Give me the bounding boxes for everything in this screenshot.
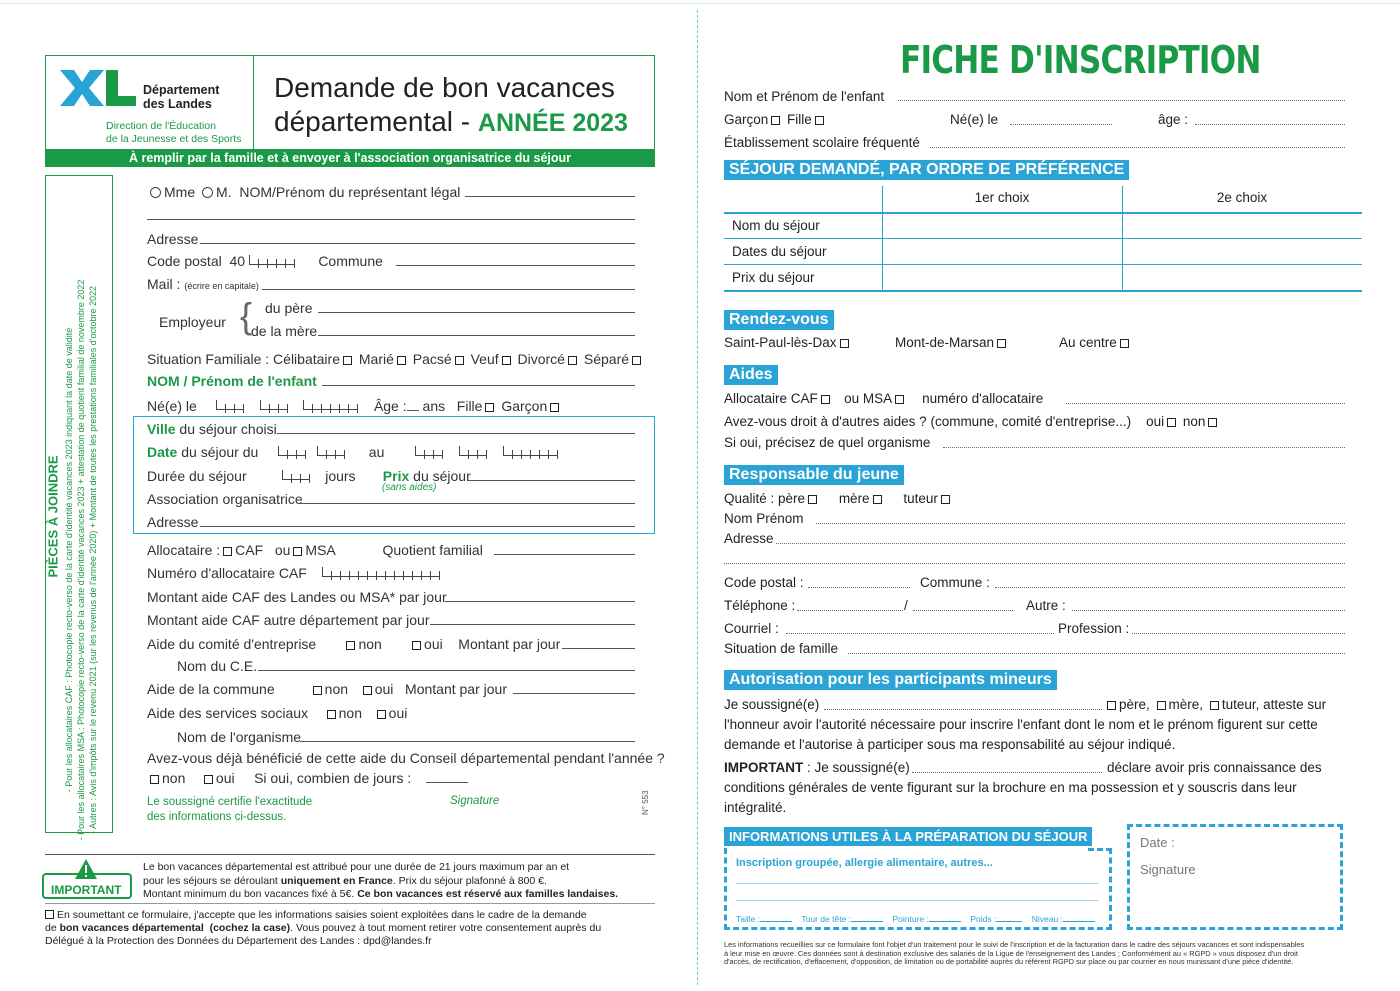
- r-school-label: Établissement scolaire fréquenté: [724, 135, 920, 150]
- rdv-centre: [1059, 335, 1132, 350]
- aide-commune-oui-checkbox[interactable]: [363, 686, 372, 695]
- r-auth-mere-checkbox[interactable]: [1157, 701, 1166, 710]
- info-box-top: [1088, 848, 1112, 851]
- taille-label: Taille :: [736, 914, 761, 924]
- postal-row: [147, 253, 383, 269]
- dept-line2: des Landes: [143, 97, 212, 111]
- r-tel-slash: /: [904, 598, 908, 613]
- date-to-year[interactable]: [503, 446, 558, 456]
- association-field[interactable]: [300, 503, 635, 504]
- aide-commune-non-checkbox[interactable]: [313, 686, 322, 695]
- r-nom-prenom-label: Nom Prénom: [724, 511, 804, 526]
- r-adresse-label: Adresse: [724, 531, 774, 546]
- r-aides-oui-checkbox[interactable]: [1167, 418, 1176, 427]
- deja-oui-checkbox[interactable]: [204, 775, 213, 784]
- direction-line1: Direction de l'Éducation: [106, 120, 216, 132]
- sejour-table: [724, 186, 1362, 292]
- aide-ce-label: Aide du comité d'entreprise: [147, 636, 317, 652]
- r-je-soussigne-field[interactable]: [824, 709, 1102, 710]
- r-autres-aides-row: [724, 414, 1220, 429]
- r-alloc-caf-label: Allocataire CAF: [724, 391, 818, 406]
- sejour-section-header: SÉJOUR DEMANDÉ, PAR ORDRE DE PRÉFÉRENCE: [724, 160, 1129, 180]
- mail-row: [147, 276, 259, 292]
- aide-sociaux-row: [147, 705, 407, 721]
- r-date-label: Date :: [1140, 835, 1175, 850]
- title-year: ANNÉE 2023: [477, 109, 628, 137]
- r-garcon-label: Garçon: [724, 112, 769, 127]
- civility-row: [147, 184, 460, 200]
- form-title: [274, 71, 628, 140]
- aide-commune-non-label: non: [324, 681, 349, 697]
- info-line-1[interactable]: [736, 883, 1098, 884]
- r-declare-text: déclare avoir pris connaissance des: [1107, 760, 1322, 775]
- r-msa-checkbox[interactable]: [895, 395, 904, 404]
- row-nom-sejour: Nom du séjour: [732, 218, 820, 233]
- date-bold: Date: [147, 444, 178, 460]
- num-caf-boxes[interactable]: [322, 567, 440, 577]
- r-courriel-field[interactable]: [786, 633, 1054, 634]
- r-auth-pere-label: père,: [1119, 697, 1150, 712]
- r-aides-non-checkbox[interactable]: [1208, 418, 1217, 427]
- aide-ce-row: [147, 636, 560, 652]
- date-rest: du séjour du: [177, 444, 259, 460]
- aide-sociaux-oui-label: oui: [388, 705, 408, 721]
- dept-name: [143, 83, 219, 111]
- certifie-line2: des informations ci-dessus.: [147, 811, 287, 823]
- r-child-name-field[interactable]: [898, 100, 1345, 101]
- rgpd-rule: [45, 903, 655, 904]
- r-aides-non-label: non: [1182, 414, 1206, 429]
- m-label: M.: [216, 184, 232, 200]
- important-line2b: uniquement en France: [280, 874, 393, 887]
- combien-field[interactable]: [426, 782, 468, 783]
- montant-landes-label: Montant aide CAF des Landes ou MSA* par jour: [147, 589, 447, 605]
- rgpd-text: [45, 909, 601, 948]
- divorce-checkbox[interactable]: [568, 356, 577, 365]
- au-label: au: [368, 444, 385, 460]
- r-mere-checkbox[interactable]: [873, 495, 882, 504]
- fiche-title: FICHE D'INSCRIPTION: [900, 38, 1261, 82]
- garcon-label: Garçon: [501, 398, 548, 414]
- r-si-oui-label: Si oui, précisez de quel organisme: [724, 435, 931, 450]
- aide-commune-row: [147, 681, 507, 697]
- ou-label: ou: [274, 542, 291, 558]
- deja-oui-label: oui: [215, 770, 235, 786]
- prix-field[interactable]: [468, 480, 635, 481]
- marie-checkbox[interactable]: [397, 356, 406, 365]
- r-important-bold: IMPORTANT: [724, 760, 804, 775]
- side-line-2: - Pour les allocataires MSA : Photocopie recto-verso de la carte d'identité vacances 2023 + attestation de quotient familial de novembre 2022: [76, 279, 86, 841]
- r-auth-mere-label: mère,: [1168, 697, 1204, 712]
- side-line-3: - Autres : Avis d'impôts sur le revenu 2021 (sur les revenus de l'année 2020) + Montant de toutes les prestations familiales d'octobre 2022: [88, 285, 98, 835]
- choice2-header: 2e choix: [1216, 190, 1268, 205]
- r-gender-row: [724, 112, 827, 127]
- postal-label: Code postal: [147, 253, 222, 269]
- r-important-rest: : Je soussigné(e): [803, 760, 910, 775]
- age-label: Âge :: [373, 398, 407, 414]
- title-line2: départemental -: [274, 106, 478, 137]
- family-situation-row: [147, 351, 644, 367]
- r-footer-line3: d'accès, de rectification, d'effacement, d'opposition, de limitation ou de portabilité auprès du référent RGPD sur place ou par courrier en nous munissant d'une pièce d'identité.: [724, 957, 1294, 967]
- r-alloc-caf-checkbox[interactable]: [821, 395, 830, 404]
- r-age-label: âge :: [1158, 112, 1189, 127]
- fille-label: Fille: [456, 398, 483, 414]
- ville-rest: du séjour choisi: [175, 421, 277, 437]
- r-msa-label: ou MSA: [844, 391, 893, 406]
- title-line1: Demande de bon vacances: [274, 72, 615, 103]
- r-alloc-row: [724, 391, 1043, 406]
- resp-section-header: Responsable du jeune: [724, 465, 904, 485]
- r-garcon-checkbox[interactable]: [771, 116, 780, 125]
- separe-checkbox[interactable]: [632, 356, 641, 365]
- nom-ce-field[interactable]: [258, 670, 635, 671]
- rep-name-label: NOM/Prénom du représentant légal: [239, 184, 461, 200]
- deja-non-label: non: [162, 770, 186, 786]
- r-qualite-row: [724, 491, 953, 506]
- association-address-label: Adresse: [147, 514, 199, 530]
- rgpd-line2a: de: [45, 922, 60, 934]
- top-rule: [0, 3, 1400, 4]
- child-name-label: NOM / Prénom de l'enfant: [147, 373, 317, 389]
- aide-commune-oui-label: oui: [374, 681, 394, 697]
- r-fille-label: Fille: [787, 112, 812, 127]
- r-birth-label: Né(e) le: [950, 112, 999, 127]
- montant-landes-field[interactable]: [445, 601, 635, 602]
- r-conditions-line1: conditions générales de vente figurant sur la brochure en ma possession et y souscris dans leur: [724, 780, 1297, 795]
- important-line3b: Ce bon vacances est réservé aux familles landaises.: [357, 888, 619, 900]
- rdv-mdm-label: Mont-de-Marsan: [895, 335, 995, 350]
- aide-ce-oui-checkbox[interactable]: [412, 641, 421, 650]
- mother-employer-label: de la mère: [251, 323, 318, 339]
- ans-label: ans: [422, 398, 446, 414]
- rdv-section-header: Rendez-vous: [724, 310, 834, 330]
- montant-autre-label: Montant aide CAF autre département par jour: [147, 612, 430, 628]
- rdv-dax-checkbox[interactable]: [840, 339, 849, 348]
- dept-line1: Département: [143, 83, 220, 97]
- deja-answer-row: [147, 770, 411, 786]
- duree-boxes[interactable]: [282, 470, 310, 480]
- sans-aides-note: (sans aides): [382, 482, 437, 493]
- rdv-row: [724, 335, 852, 350]
- r-situation-field[interactable]: [848, 653, 1345, 654]
- aide-sociaux-label: Aide des services sociaux: [147, 705, 309, 721]
- side-title: PIÈCES À JOINDRE: [45, 455, 61, 578]
- ville-row: [147, 421, 277, 437]
- info-line-2[interactable]: [736, 900, 1098, 901]
- rgpd-line2c: (cochez la case): [209, 922, 291, 934]
- niveau-label: Niveau :: [1031, 914, 1063, 924]
- important-rule: [45, 854, 655, 855]
- r-cp-label: Code postal :: [724, 575, 804, 590]
- veuf-label: Veuf: [470, 351, 499, 367]
- r-mere-label: mère: [838, 491, 870, 506]
- aide-sociaux-non-label: non: [338, 705, 362, 721]
- rgpd-line2b: bon vacances départemental: [59, 922, 204, 934]
- r-autres-aides-label: Avez-vous droit à d'autres aides ? (commune, comité d'entreprise...): [724, 414, 1132, 429]
- r-si-oui-field[interactable]: [943, 447, 1345, 448]
- mail-note: (écrire en capitale): [184, 281, 259, 291]
- aide-ce-montant-label: Montant par jour: [458, 636, 561, 652]
- tour-label: Tour de tête :: [801, 914, 852, 924]
- r-footer: [724, 941, 1364, 967]
- r-autre-label: Autre :: [1026, 598, 1066, 613]
- auth-section-header: Autorisation pour les participants mineurs: [724, 670, 1057, 690]
- fold-line: [697, 10, 698, 985]
- celibataire-checkbox[interactable]: [343, 356, 352, 365]
- mail-label: Mail :: [147, 276, 181, 292]
- warning-icon: [74, 858, 98, 885]
- msa-label: MSA: [305, 542, 336, 558]
- important-line2c: . Prix du séjour plafonné à 800 €.: [392, 874, 547, 887]
- r-auth-tuteur-checkbox[interactable]: [1210, 701, 1219, 710]
- quotient-label: Quotient familial: [382, 542, 483, 558]
- left-signature-label: Signature: [450, 795, 500, 807]
- r-num-alloc-label: numéro d'allocataire: [922, 391, 1044, 406]
- num-caf-row: [147, 565, 440, 581]
- r-tuteur-label: tuteur: [903, 491, 938, 506]
- veuf-checkbox[interactable]: [502, 356, 511, 365]
- situation-label: Situation Familiale : Célibataire: [147, 351, 340, 367]
- nom-org-field[interactable]: [300, 741, 635, 742]
- r-honneur-line2: demande et l'autorise à participer sous ma responsabilité au séjour indiqué.: [724, 737, 1176, 752]
- direction-line2: de la Jeunesse et des Sports: [106, 133, 242, 145]
- quotient-field[interactable]: [494, 554, 635, 555]
- mme-label: Mme: [164, 184, 196, 200]
- aides-section-header: Aides: [724, 365, 778, 385]
- aide-commune-label: Aide de la commune: [147, 681, 275, 697]
- aide-commune-montant-field[interactable]: [513, 693, 635, 694]
- certifie-text: [147, 795, 312, 825]
- nom-org-label: Nom de l'organisme: [177, 729, 302, 745]
- aide-sociaux-non-checkbox[interactable]: [327, 710, 336, 719]
- info-subtitle: Inscription groupée, allergie alimentaire, autres...: [736, 857, 993, 869]
- deja-question: Avez-vous déjà bénéficié de cette aide du Conseil départemental pendant l'année ?: [147, 750, 665, 766]
- rdv-centre-checkbox[interactable]: [1120, 339, 1129, 348]
- rdv-centre-label: Au centre: [1059, 335, 1117, 350]
- pacse-checkbox[interactable]: [455, 356, 464, 365]
- ville-bold: Ville: [147, 421, 176, 437]
- direction-name: [106, 120, 241, 146]
- r-signature-label: Signature: [1140, 862, 1196, 877]
- measures-row: [736, 914, 1095, 924]
- duree-label: Durée du séjour: [147, 468, 247, 484]
- rdv-dax-label: Saint-Paul-lès-Dax: [724, 335, 837, 350]
- r-auth-tuteur-label: tuteur, atteste sur: [1221, 697, 1327, 712]
- nom-ce-label: Nom du C.E.: [177, 658, 258, 674]
- combien-label: Si oui, combien de jours :: [254, 770, 412, 786]
- date-to-day[interactable]: [415, 446, 443, 456]
- important-line3a: Montant minimum du bon vacances fixé à 5€.: [143, 888, 358, 900]
- rdv-mdm: [895, 335, 1009, 350]
- r-fille-checkbox[interactable]: [815, 116, 824, 125]
- rgpd-line2d: . Vous pouvez à tout moment retirer votre consentement auprès du: [290, 922, 602, 934]
- pacse-label: Pacsé: [412, 351, 452, 367]
- allocataire-row: [147, 542, 483, 558]
- allocataire-label: Allocataire :: [147, 542, 221, 558]
- m-radio[interactable]: [202, 187, 213, 198]
- aide-ce-non-checkbox[interactable]: [346, 641, 355, 650]
- r-important-row: [724, 760, 910, 775]
- aide-ce-oui-label: oui: [424, 636, 443, 652]
- num-caf-label: Numéro d'allocataire CAF: [147, 565, 307, 581]
- child-birth-row: [147, 398, 562, 414]
- r-tel-field-1[interactable]: [797, 610, 903, 611]
- r-tuteur-checkbox[interactable]: [941, 495, 950, 504]
- commune-field[interactable]: [396, 265, 635, 266]
- aide-commune-montant-label: Montant par jour: [405, 681, 507, 697]
- montant-autre-field[interactable]: [430, 624, 635, 625]
- important-line1: Le bon vacances départemental est attribué pour une durée de 21 jours maximum par an et: [143, 861, 570, 873]
- association-address-field[interactable]: [200, 526, 635, 527]
- mail-field[interactable]: [262, 289, 635, 290]
- date-to-month[interactable]: [459, 446, 487, 456]
- r-tel-label: Téléphone :: [724, 598, 796, 613]
- aide-ce-non-label: non: [358, 636, 382, 652]
- rep-name-field[interactable]: [465, 196, 635, 197]
- r-school-field[interactable]: [930, 147, 1345, 148]
- divorce-label: Divorcé: [517, 351, 565, 367]
- caf-label: CAF: [235, 542, 264, 558]
- r-commune-field[interactable]: [995, 587, 1345, 588]
- r-je-soussigne-label: Je soussigné(e): [724, 697, 820, 712]
- birth-year-boxes[interactable]: [303, 400, 358, 410]
- garcon-checkbox[interactable]: [550, 403, 559, 412]
- instruction-banner: À remplir par la famille et à envoyer à l'association organisatrice du séjour: [45, 149, 655, 167]
- rgpd-checkbox[interactable]: [45, 910, 54, 919]
- r-profession-field[interactable]: [1132, 633, 1345, 634]
- address-label: Adresse: [147, 231, 199, 247]
- jours-label: jours: [325, 468, 356, 484]
- important-label: IMPORTANT: [51, 883, 122, 897]
- header-divider: [253, 55, 254, 149]
- father-employer-label: du père: [265, 300, 313, 316]
- r-birth-field[interactable]: [1010, 124, 1112, 125]
- r-qualite-auth-row: [1104, 697, 1326, 712]
- commune-label: Commune: [318, 253, 383, 269]
- aide-sociaux-oui-checkbox[interactable]: [377, 710, 386, 719]
- r-footer-line2: à leur mise en œuvre. Ces données sont à destination exclusive des salariés de la Ligue de l'enseignement des Landes ; Conformément au « RGPD » vous disposez d'un droit: [724, 948, 1298, 958]
- separe-label: Séparé: [583, 351, 630, 367]
- deja-non-checkbox[interactable]: [150, 775, 159, 784]
- r-qualite-label: Qualité : père: [724, 491, 806, 506]
- child-name-field[interactable]: [322, 385, 635, 386]
- r-num-alloc-field[interactable]: [1066, 403, 1345, 404]
- r-situation-label: Situation de famille: [724, 641, 839, 656]
- r-child-name-label: Nom et Prénom de l'enfant: [724, 89, 885, 104]
- employer-label: Employeur: [159, 314, 226, 330]
- address-field[interactable]: [200, 243, 635, 244]
- r-important-field[interactable]: [912, 772, 1102, 773]
- choice1-header: 1er choix: [974, 190, 1030, 205]
- birth-month-boxes[interactable]: [260, 400, 288, 410]
- r-age-field[interactable]: [1195, 124, 1345, 125]
- r-tel-field-2[interactable]: [913, 610, 1013, 611]
- r-honneur-line1: l'honneur avoir l'autorité nécessaire pour inscrire l'enfant dont le nom et le prénom figurent sur cette: [724, 717, 1318, 732]
- date-from-month[interactable]: [317, 446, 345, 456]
- r-auth-pere-checkbox[interactable]: [1107, 701, 1116, 710]
- aide-ce-montant-field[interactable]: [562, 648, 635, 649]
- prix-bold: Prix: [382, 468, 410, 484]
- r-profession-label: Profession :: [1058, 621, 1130, 636]
- r-courriel-label: Courriel :: [724, 621, 779, 636]
- r-adresse-field-2[interactable]: [724, 563, 1345, 564]
- certifie-line1: Le soussigné certifie l'exactitude: [147, 796, 313, 808]
- rgpd-line3: Délégué à la Protection des Données du Département des Landes : dpd@landes.fr: [45, 935, 432, 947]
- caf-checkbox[interactable]: [223, 547, 232, 556]
- birth-label: Né(e) le: [147, 398, 197, 414]
- association-label: Association organisatrice: [147, 491, 303, 507]
- poids-label: Poids :: [970, 914, 997, 924]
- pointure-label: Pointure :: [892, 914, 929, 924]
- employer-brace: {: [240, 295, 253, 336]
- mother-employer-field[interactable]: [318, 335, 635, 336]
- father-employer-field[interactable]: [318, 312, 635, 313]
- r-cp-field[interactable]: [808, 587, 910, 588]
- rep-name-field-2[interactable]: [147, 219, 635, 220]
- date-row: [147, 444, 558, 460]
- side-line-1: - Pour les allocataires CAF : Photocopie recto-verso de la carte d'identité vacances 2023 indiquant la date de validité: [64, 327, 74, 793]
- msa-checkbox[interactable]: [293, 547, 302, 556]
- r-conditions-line2: intégralité.: [724, 800, 787, 815]
- rgpd-line1: En soumettant ce formulaire, j'accepte que les informations saisies soient exploitées dans le cadre de la demande: [57, 909, 587, 921]
- row-prix-sejour: Prix du séjour: [732, 270, 815, 285]
- r-commune-label: Commune :: [920, 575, 990, 590]
- landes-logo: [60, 66, 138, 110]
- r-autre-field[interactable]: [1072, 610, 1345, 611]
- form-number: N° 553: [641, 790, 650, 815]
- marie-label: Marié: [358, 351, 394, 367]
- important-line2a: pour les séjours se déroulant: [143, 874, 281, 887]
- r-pere-checkbox[interactable]: [808, 495, 817, 504]
- info-section-header: INFORMATIONS UTILES À LA PRÉPARATION DU SÉJOUR: [724, 827, 1092, 846]
- postal-boxes[interactable]: [249, 255, 295, 265]
- date-from-day[interactable]: [278, 446, 306, 456]
- birth-day-boxes[interactable]: [216, 400, 244, 410]
- ville-field[interactable]: [277, 433, 635, 434]
- mme-radio[interactable]: [150, 187, 161, 198]
- row-dates-sejour: Dates du séjour: [732, 244, 827, 259]
- r-footer-line1: Les informations recueillies sur ce formulaire font l'objet d'un traitement pour le suivi de l'inscription et de la facturation dans le cadre des séjours vacances et sont indispensables: [724, 941, 1305, 949]
- postal-prefix: 40: [229, 253, 246, 269]
- fille-checkbox[interactable]: [485, 403, 494, 412]
- important-text: [143, 861, 618, 902]
- r-adresse-field[interactable]: [776, 543, 1345, 544]
- r-nom-prenom-field[interactable]: [816, 523, 1345, 524]
- rdv-mdm-checkbox[interactable]: [997, 339, 1006, 348]
- prix-rest: du séjour: [409, 468, 471, 484]
- r-aides-oui-label: oui: [1146, 414, 1165, 429]
